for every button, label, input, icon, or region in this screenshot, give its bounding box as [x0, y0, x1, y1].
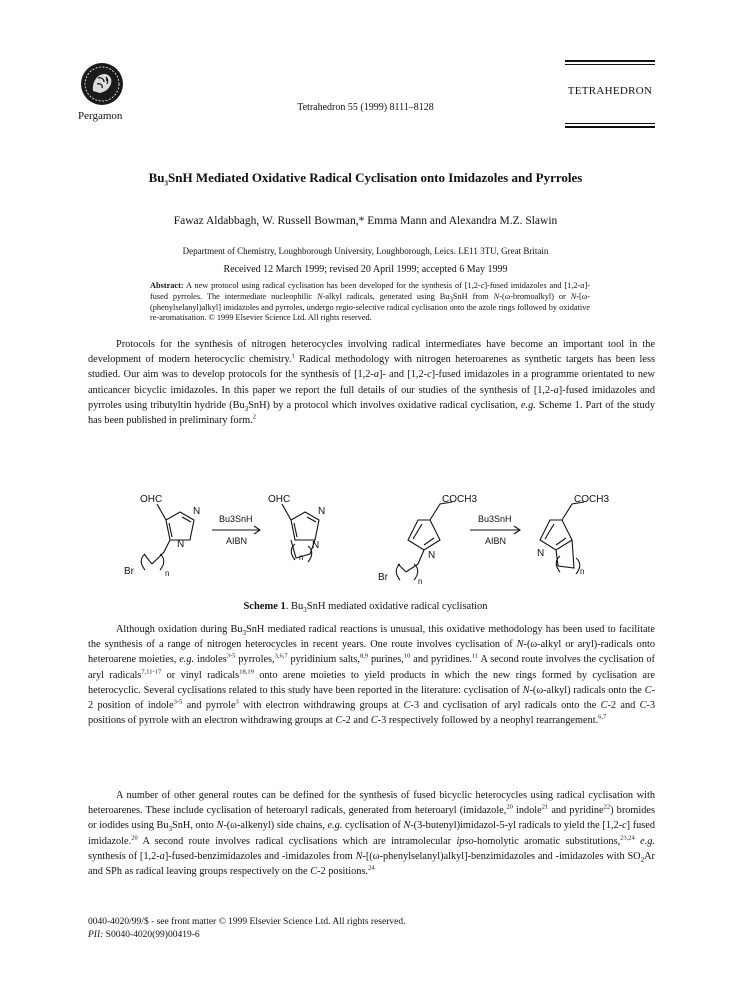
reagent-aibn-1: AIBN: [226, 536, 248, 546]
footer-pii: PII: S0040-4020(99)00419-6: [88, 930, 200, 940]
index-n-label: n: [299, 553, 304, 562]
acetyl-label: COCH3: [574, 494, 610, 505]
aldehyde-label: OHC: [140, 494, 163, 505]
scheme-1-reaction-diagram: [100, 484, 640, 594]
imidazole-n1-label: N: [312, 540, 320, 551]
header-rule-top-thin: [565, 64, 655, 65]
bromine-label: Br: [124, 566, 134, 577]
journal-reference: Tetrahedron 55 (1999) 8111–8128: [297, 102, 434, 113]
imidazole-n1-label: N: [177, 539, 185, 550]
imidazole-n3-label: N: [318, 506, 326, 517]
aldehyde-label: OHC: [268, 494, 291, 505]
header-rule-bottom-thick: [565, 126, 655, 128]
index-n-label: n: [580, 567, 585, 576]
molecule-bromoalkyl-pyrrole: [378, 494, 477, 586]
scheme-1-caption: Scheme 1. $Bu_3SnH$ mediated oxidative radical cyclisation: [243, 601, 488, 615]
publisher-name: Pergamon: [78, 110, 123, 122]
body-paragraph-1: Protocols for the synthesis of nitrogen heterocycles involving radical intermediates have become an important tool in the development of modern heterocyclic chemistry.$^1$ Radical methodology with nitrogen heteroarenes as synthetic targets has been less studied. Our aim was to develop protocols for the synthesis of [1,2-a]- and [1,2-c]-fused imidazoles in a programme orientated to new anticancer bicyclic imidazoles. In this paper we report the full details of our studies of the synthesis of [1,2-a]-fused imidazoles and pyrroles using tributyltin hydride $(Bu_3SnH)$ by a protocol which involves oxidative radical cyclisation, e.g. Scheme 1. Part of the study has been published in preliminary form.$^2$: [88, 339, 655, 427]
index-n-label: n: [165, 569, 170, 578]
reagent-bu3snh-1: Bu3SnH: [219, 514, 253, 524]
article-abstract: Abstract: A new protocol using radical cyclisation has been developed for the synthesis of [1,2-c]-fused imidazoles and [1,2-a]-fused pyrroles. The intermediate nucleophilic N-alkyl radicals, generated using $Bu_3SnH$ from N-(ω-bromoalkyl) or N-[ω-(phenylselanyl)alkyl] imidazoles and pyrroles, undergo regio-selective radical cyclisation onto the azole rings followed by oxidative re-aromatisation. © 1999 Elsevier Science Ltd. All rights reserved.: [150, 281, 591, 323]
pyrrole-n-label: N: [428, 550, 436, 561]
body-paragraph-3: A number of other general routes can be defined for the synthesis of fused bicyclic heterocycles using radical cyclisation with heteroarenes. These include cyclisation of heteroaryl radicals, generated from heteroaryl (imidazole,$^{20}$ indole$^{21}$ and pyridine$^{22}$) bromides or iodides using $Bu_3SnH$, onto N-(ω-alkenyl) side chains, e.g. cyclisation of N-(3-butenyl)imidazol-5-yl radicals to yield the [1,2-c] fused imidazole.$^{20}$ A second route involves radical cyclisations which are intramolecular ipso-homolytic aromatic substitutions,$^{23,24}$ e.g. synthesis of [1,2-a]-fused-benzimidazoles and -imidazoles from N-[(ω-phenylselanyl)alkyl]-benzimidazoles and -imidazoles with $SO_2Ar$ and SPh as radical leaving groups respectively on the C-2 positions.$^{24}$: [88, 790, 655, 878]
index-n-label: n: [418, 577, 423, 586]
reaction-arrow-2: [470, 514, 520, 546]
article-authors: Fawaz Aldabbagh, W. Russell Bowman,* Emma Mann and Alexandra M.Z. Slawin: [173, 215, 558, 227]
bromine-label: Br: [378, 572, 388, 583]
reagent-bu3snh-2: Bu3SnH: [478, 514, 512, 524]
footer-copyright: 0040-4020/99/$ - see front matter © 1999 Elsevier Science Ltd. All rights reserved.: [88, 917, 406, 927]
page-footer: [88, 916, 405, 942]
article-affiliation: Department of Chemistry, Loughborough University, Loughborough, Leics. LE11 3TU, Great Britain: [182, 246, 549, 256]
molecule-fused-pyrrole: [537, 494, 609, 576]
reagent-aibn-2: AIBN: [485, 536, 507, 546]
body-paragraph-2: Although oxidation during $Bu_3SnH$ mediated radical reactions is unusual, this oxidative methodology has been used to facilitate the synthesis of a range of nitrogen heterocycles in recent years. One route involves cyclisation of N-(ω-alkyl or aryl)-radicals onto heteroarene moieties, e.g. indoles$^{3-5}$ pyrroles,$^{3,6,7}$ pyridinium salts,$^{8,9}$ purines,$^{10}$ and pyridines.$^{11}$ A second route involves the cyclisation of aryl radicals$^{7,11-17}$ or vinyl radicals$^{18,19}$ onto arene moieties to yield products in which the new rings formed by cyclisation are heterocyclic. Several cyclisations related to this study have been reported in the literature: cyclisation of N-(ω-alkyl) radicals onto the C-2 position of indole$^{3-5}$ and pyrrole$^3$ with electron withdrawing groups at C-3 and cyclisation of aryl radicals onto the C-2 and C-3 positions of pyrrole with an electron withdrawing groups at C-2 and C-3 respectively followed by a neophyl rearrangement.$^{6,7}$: [88, 624, 656, 727]
molecule-bromoalkyl-imidazole: [124, 494, 200, 578]
molecule-fused-imidazole: [268, 494, 325, 562]
pergamon-logo-icon: [80, 62, 124, 106]
header-rule-top: [565, 60, 655, 62]
acetyl-label: COCH3: [442, 494, 478, 505]
reaction-arrow-1: [212, 514, 260, 546]
header-rule-bottom: [565, 123, 655, 124]
imidazole-n3-label: N: [193, 506, 201, 517]
pyrrole-n-label: N: [537, 548, 545, 559]
article-title: $Bu_3SnH$ Mediated Oxidative Radical Cyclisation onto Imidazoles and Pyrroles: [148, 170, 583, 188]
article-received-dates: Received 12 March 1999; revised 20 April 1999; accepted 6 May 1999: [223, 264, 508, 275]
journal-name: TETRAHEDRON: [567, 85, 653, 97]
